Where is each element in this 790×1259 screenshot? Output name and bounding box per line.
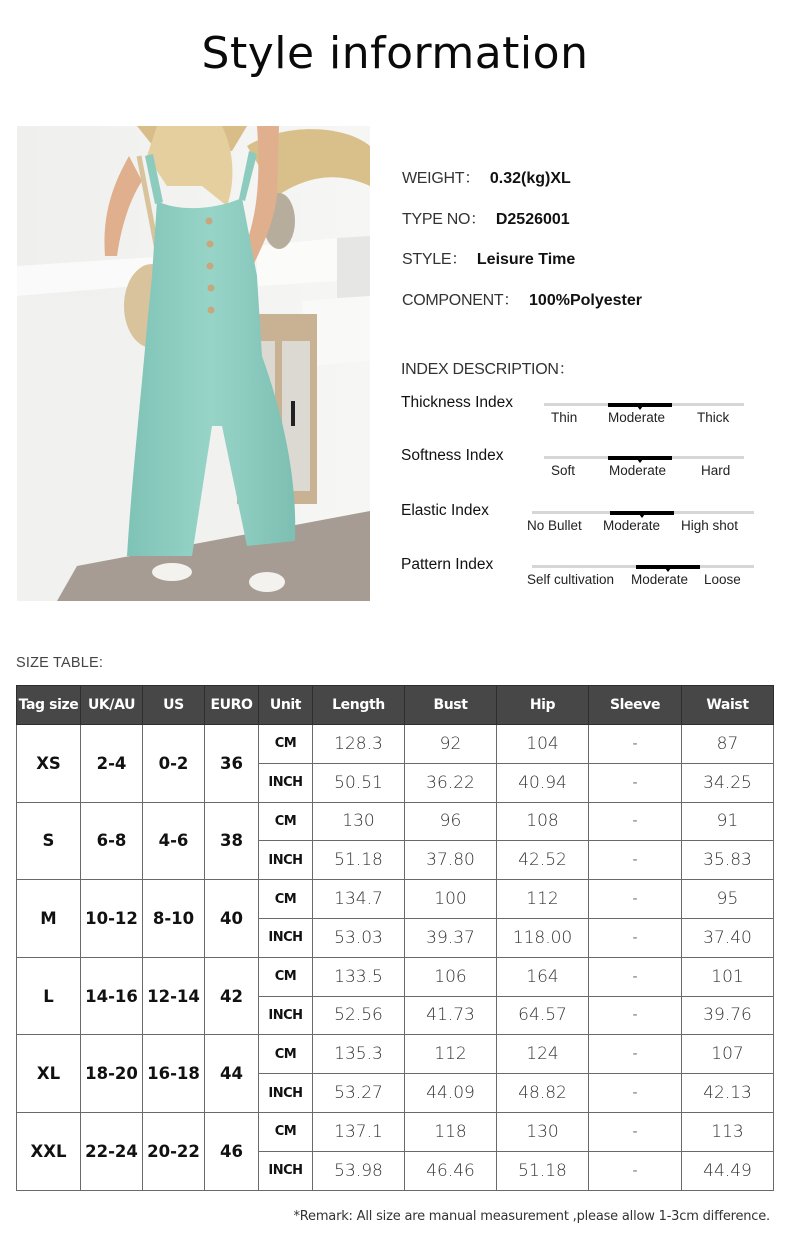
unit-cell: CM bbox=[259, 1035, 313, 1074]
index-selected-marker bbox=[608, 403, 672, 407]
spec-value: Leisure Time bbox=[476, 251, 576, 268]
sleeve-cell: - bbox=[589, 880, 682, 919]
index-elastic bbox=[401, 502, 746, 542]
spec-value: 0.32(kg)XL bbox=[489, 170, 571, 187]
spec-type-no bbox=[402, 206, 570, 229]
unit-cell: CM bbox=[259, 1112, 313, 1151]
index-label: Pattern Index bbox=[401, 556, 494, 573]
hip-cell: 108 bbox=[497, 802, 589, 841]
sleeve-cell: - bbox=[589, 957, 682, 996]
spec-label: TYPE NO： bbox=[402, 211, 486, 228]
waist-cell: 113 bbox=[682, 1112, 774, 1151]
euro-cell: 38 bbox=[205, 802, 259, 880]
tag-size-cell: M bbox=[17, 880, 81, 958]
unit-cell: INCH bbox=[259, 1151, 313, 1190]
waist-cell: 107 bbox=[682, 1035, 774, 1074]
sleeve-cell: - bbox=[589, 1151, 682, 1190]
tag-size-cell: S bbox=[17, 802, 81, 880]
index-option: Soft bbox=[551, 463, 576, 478]
header-sleeve: Sleeve bbox=[589, 686, 682, 725]
sleeve-cell: - bbox=[589, 996, 682, 1035]
unit-cell: CM bbox=[259, 802, 313, 841]
measurement-remark: *Remark: All size are manual measurement ,please allow 1-3cm difference. bbox=[293, 1209, 770, 1224]
length-cell: 52.56 bbox=[313, 996, 405, 1035]
spec-label: STYLE： bbox=[402, 251, 467, 268]
size-row-cm bbox=[17, 725, 774, 764]
index-option: Moderate bbox=[608, 410, 666, 425]
sleeve-cell: - bbox=[589, 1074, 682, 1113]
tag-size-cell: XL bbox=[17, 1035, 81, 1113]
waist-cell: 87 bbox=[682, 725, 774, 764]
index-scale-track bbox=[532, 511, 754, 514]
header-euro: EURO bbox=[205, 686, 259, 725]
hip-cell: 42.52 bbox=[497, 841, 589, 880]
index-selected-marker bbox=[610, 511, 674, 515]
index-option: Thin bbox=[551, 410, 578, 425]
hip-cell: 51.18 bbox=[497, 1151, 589, 1190]
euro-cell: 42 bbox=[205, 957, 259, 1035]
header-uk-au: UK/AU bbox=[81, 686, 143, 725]
euro-cell: 40 bbox=[205, 880, 259, 958]
size-row-cm bbox=[17, 957, 774, 996]
us-cell: 12-14 bbox=[143, 957, 205, 1035]
hip-cell: 64.57 bbox=[497, 996, 589, 1035]
unit-cell: INCH bbox=[259, 1074, 313, 1113]
header-waist: Waist bbox=[682, 686, 774, 725]
euro-cell: 36 bbox=[205, 725, 259, 803]
hip-cell: 112 bbox=[497, 880, 589, 919]
us-cell: 4-6 bbox=[143, 802, 205, 880]
uk-au-cell: 2-4 bbox=[81, 725, 143, 803]
length-cell: 53.03 bbox=[313, 918, 405, 957]
index-option: Moderate bbox=[631, 572, 689, 587]
bust-cell: 96 bbox=[405, 802, 497, 841]
index-label: Thickness Index bbox=[401, 394, 513, 411]
page-title: Style information bbox=[201, 28, 589, 79]
waist-cell: 42.13 bbox=[682, 1074, 774, 1113]
header-us: US bbox=[143, 686, 205, 725]
spec-value: 100%Polyester bbox=[529, 292, 642, 309]
index-option: No Bullet bbox=[527, 518, 582, 533]
waist-cell: 37.40 bbox=[682, 918, 774, 957]
sleeve-cell: - bbox=[589, 841, 682, 880]
tag-size-cell: L bbox=[17, 957, 81, 1035]
us-cell: 8-10 bbox=[143, 880, 205, 958]
hip-cell: 164 bbox=[497, 957, 589, 996]
index-scale-track bbox=[544, 403, 744, 406]
index-option: Loose bbox=[704, 572, 741, 587]
uk-au-cell: 14-16 bbox=[81, 957, 143, 1035]
us-cell: 0-2 bbox=[143, 725, 205, 803]
index-scale-track bbox=[544, 456, 744, 459]
size-row-cm bbox=[17, 880, 774, 919]
waist-cell: 101 bbox=[682, 957, 774, 996]
sleeve-cell: - bbox=[589, 1035, 682, 1074]
spec-style bbox=[402, 246, 575, 269]
hip-cell: 40.94 bbox=[497, 763, 589, 802]
waist-cell: 34.25 bbox=[682, 763, 774, 802]
length-cell: 133.5 bbox=[313, 957, 405, 996]
size-row-cm bbox=[17, 1035, 774, 1074]
spec-label: COMPONENT： bbox=[402, 292, 520, 309]
index-option: Moderate bbox=[603, 518, 661, 533]
hip-cell: 124 bbox=[497, 1035, 589, 1074]
bust-cell: 36.22 bbox=[405, 763, 497, 802]
sleeve-cell: - bbox=[589, 1112, 682, 1151]
euro-cell: 44 bbox=[205, 1035, 259, 1113]
index-option: Moderate bbox=[609, 463, 667, 478]
index-softness bbox=[401, 447, 746, 487]
index-option: Self cultivation bbox=[527, 572, 615, 587]
header-bust: Bust bbox=[405, 686, 497, 725]
hip-cell: 48.82 bbox=[497, 1074, 589, 1113]
uk-au-cell: 6-8 bbox=[81, 802, 143, 880]
uk-au-cell: 18-20 bbox=[81, 1035, 143, 1113]
length-cell: 135.3 bbox=[313, 1035, 405, 1074]
index-thickness bbox=[401, 394, 746, 434]
index-scale-track bbox=[532, 565, 754, 568]
index-option: Hard bbox=[701, 463, 731, 478]
bust-cell: 46.46 bbox=[405, 1151, 497, 1190]
uk-au-cell: 22-24 bbox=[81, 1112, 143, 1190]
length-cell: 134.7 bbox=[313, 880, 405, 919]
length-cell: 137.1 bbox=[313, 1112, 405, 1151]
index-label: Softness Index bbox=[401, 447, 504, 464]
spec-component bbox=[402, 287, 642, 310]
index-pattern bbox=[401, 556, 746, 596]
bust-cell: 92 bbox=[405, 725, 497, 764]
sleeve-cell: - bbox=[589, 802, 682, 841]
model-jumpsuit-illustration bbox=[17, 126, 370, 601]
unit-cell: INCH bbox=[259, 918, 313, 957]
length-cell: 51.18 bbox=[313, 841, 405, 880]
bust-cell: 41.73 bbox=[405, 996, 497, 1035]
header-length: Length bbox=[313, 686, 405, 725]
waist-cell: 35.83 bbox=[682, 841, 774, 880]
waist-cell: 95 bbox=[682, 880, 774, 919]
product-photo bbox=[17, 126, 370, 601]
sleeve-cell: - bbox=[589, 763, 682, 802]
bust-cell: 106 bbox=[405, 957, 497, 996]
length-cell: 130 bbox=[313, 802, 405, 841]
us-cell: 16-18 bbox=[143, 1035, 205, 1113]
bust-cell: 44.09 bbox=[405, 1074, 497, 1113]
tag-size-cell: XS bbox=[17, 725, 81, 803]
unit-cell: INCH bbox=[259, 763, 313, 802]
sleeve-cell: - bbox=[589, 918, 682, 957]
waist-cell: 39.76 bbox=[682, 996, 774, 1035]
waist-cell: 91 bbox=[682, 802, 774, 841]
sleeve-cell: - bbox=[589, 725, 682, 764]
bust-cell: 39.37 bbox=[405, 918, 497, 957]
length-cell: 128.3 bbox=[313, 725, 405, 764]
unit-cell: CM bbox=[259, 957, 313, 996]
spec-value: D2526001 bbox=[495, 211, 570, 228]
size-table bbox=[16, 685, 774, 1191]
tag-size-cell: XXL bbox=[17, 1112, 81, 1190]
spec-weight bbox=[402, 165, 571, 188]
index-option: High shot bbox=[681, 518, 739, 533]
hip-cell: 130 bbox=[497, 1112, 589, 1151]
unit-cell: INCH bbox=[259, 996, 313, 1035]
header-unit: Unit bbox=[259, 686, 313, 725]
us-cell: 20-22 bbox=[143, 1112, 205, 1190]
unit-cell: INCH bbox=[259, 841, 313, 880]
bust-cell: 112 bbox=[405, 1035, 497, 1074]
hip-cell: 118.00 bbox=[497, 918, 589, 957]
index-label: Elastic Index bbox=[401, 502, 489, 519]
unit-cell: CM bbox=[259, 880, 313, 919]
header-tag-size: Tag size bbox=[17, 686, 81, 725]
size-row-cm bbox=[17, 1112, 774, 1151]
bust-cell: 100 bbox=[405, 880, 497, 919]
uk-au-cell: 10-12 bbox=[81, 880, 143, 958]
index-selected-marker bbox=[636, 565, 700, 569]
spec-label: WEIGHT： bbox=[402, 170, 480, 187]
bust-cell: 37.80 bbox=[405, 841, 497, 880]
header-hip: Hip bbox=[497, 686, 589, 725]
hip-cell: 104 bbox=[497, 725, 589, 764]
length-cell: 50.51 bbox=[313, 763, 405, 802]
index-selected-marker bbox=[608, 456, 672, 460]
index-option: Thick bbox=[697, 410, 730, 425]
size-row-cm bbox=[17, 802, 774, 841]
bust-cell: 118 bbox=[405, 1112, 497, 1151]
length-cell: 53.98 bbox=[313, 1151, 405, 1190]
size-table-label: SIZE TABLE: bbox=[16, 655, 104, 671]
euro-cell: 46 bbox=[205, 1112, 259, 1190]
unit-cell: CM bbox=[259, 725, 313, 764]
size-table-header-row bbox=[17, 686, 774, 725]
length-cell: 53.27 bbox=[313, 1074, 405, 1113]
waist-cell: 44.49 bbox=[682, 1151, 774, 1190]
index-description-heading: INDEX DESCRIPTION： bbox=[401, 361, 575, 378]
